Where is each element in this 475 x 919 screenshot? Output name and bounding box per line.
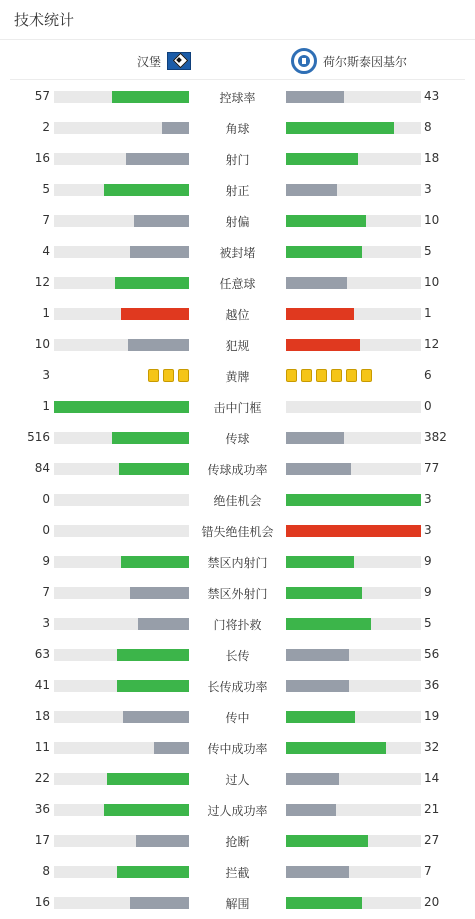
stat-label: 犯规	[225, 339, 250, 353]
home-stat-bar	[54, 556, 189, 568]
home-stat-bar	[54, 215, 189, 227]
yellow-card-icon	[331, 369, 342, 382]
stat-row	[0, 825, 475, 856]
stat-row	[0, 484, 475, 515]
home-team[interactable]	[137, 50, 191, 72]
stat-label: 门将扑救	[213, 618, 262, 632]
away-stat-bar	[286, 680, 421, 692]
home-stat-value: 17	[34, 833, 50, 847]
away-stat-bar-fill	[286, 153, 358, 165]
away-stat-bar	[286, 556, 421, 568]
home-stat-bar-fill	[112, 91, 189, 103]
home-stat-value: 7	[42, 213, 50, 227]
stat-row	[0, 267, 475, 298]
stat-row	[0, 236, 475, 267]
stat-row	[0, 453, 475, 484]
away-stat-value: 5	[424, 616, 432, 630]
away-stat-bar	[286, 711, 421, 723]
away-stat-value: 18	[424, 151, 440, 165]
home-stat-bar-fill	[162, 122, 189, 134]
home-stat-bar	[54, 308, 189, 320]
away-stat-value: 6	[424, 368, 432, 382]
away-stat-value: 77	[424, 461, 440, 475]
yellow-card-icon	[346, 369, 357, 382]
home-stat-value: 41	[34, 678, 50, 692]
home-team-name: 汉堡	[136, 54, 161, 69]
stat-row	[0, 763, 475, 794]
home-stat-value: 16	[34, 151, 50, 165]
home-stat-bar-fill	[123, 711, 189, 723]
home-stat-bar	[54, 618, 189, 630]
home-stat-bar-fill	[134, 215, 189, 227]
home-stat-bar-fill	[138, 618, 189, 630]
home-stat-bar-fill	[128, 339, 189, 351]
away-stat-value: 36	[424, 678, 440, 692]
home-stat-bar-fill	[154, 742, 189, 754]
home-stat-value: 516	[27, 430, 50, 444]
away-stat-bar-fill	[286, 804, 336, 816]
home-stat-value: 7	[42, 585, 50, 599]
home-stat-value: 9	[42, 554, 50, 568]
home-stat-bar	[54, 835, 189, 847]
stat-label: 控球率	[219, 91, 256, 105]
stat-label: 射门	[225, 153, 250, 167]
home-stat-bar	[54, 432, 189, 444]
stat-label: 绝佳机会	[213, 494, 262, 508]
stat-row	[0, 81, 475, 112]
away-stat-bar-fill	[286, 835, 368, 847]
away-stat-bar-fill	[286, 866, 349, 878]
away-stat-bar-fill	[286, 742, 386, 754]
stat-label: 射偏	[225, 215, 250, 229]
away-stat-value: 1	[424, 306, 432, 320]
away-stat-bar	[286, 587, 421, 599]
home-stat-bar-fill	[130, 246, 189, 258]
away-stat-bar-fill	[286, 525, 421, 537]
home-stat-bar	[54, 339, 189, 351]
away-stat-bar-fill	[286, 463, 351, 475]
stat-label: 传中	[225, 711, 250, 725]
home-stat-bar-fill	[117, 866, 189, 878]
home-stat-bar	[54, 773, 189, 785]
stat-row	[0, 298, 475, 329]
home-stat-value: 4	[42, 244, 50, 258]
home-stat-value: 5	[42, 182, 50, 196]
stat-label: 任意球	[219, 277, 256, 291]
home-stat-value: 12	[34, 275, 50, 289]
away-stat-value: 20	[424, 895, 440, 909]
away-stat-bar	[286, 122, 421, 134]
home-stat-value: 63	[34, 647, 50, 661]
away-stat-value: 14	[424, 771, 440, 785]
stat-label: 射正	[225, 184, 250, 198]
home-stat-bar-fill	[104, 804, 189, 816]
away-stat-bar-fill	[286, 897, 362, 909]
away-stat-bar	[286, 494, 421, 506]
away-stat-bar-fill	[286, 649, 349, 661]
stat-label: 传球	[225, 432, 250, 446]
home-stat-bar	[54, 649, 189, 661]
home-stat-bar-fill	[121, 308, 189, 320]
home-stat-bar	[54, 463, 189, 475]
away-stat-bar-fill	[286, 432, 344, 444]
home-stat-value: 11	[34, 740, 50, 754]
away-stat-bar	[286, 773, 421, 785]
home-stat-bar-fill	[117, 649, 189, 661]
stat-row	[0, 112, 475, 143]
away-stat-bar	[286, 463, 421, 475]
away-stat-bar	[286, 432, 421, 444]
away-stat-bar	[286, 649, 421, 661]
away-team-logo-icon	[291, 48, 317, 74]
home-team-logo-icon	[167, 52, 191, 70]
stat-label: 禁区外射门	[207, 587, 268, 601]
away-stat-value: 12	[424, 337, 440, 351]
yellow-card-icon	[286, 369, 297, 382]
yellow-card-icon	[316, 369, 327, 382]
stat-row	[0, 391, 475, 422]
home-stat-bar-fill	[54, 401, 189, 413]
home-stat-bar	[54, 680, 189, 692]
away-stat-bar	[286, 401, 421, 413]
home-stat-value: 3	[42, 368, 50, 382]
home-stat-value: 16	[34, 895, 50, 909]
away-stat-value: 27	[424, 833, 440, 847]
away-stat-value: 9	[424, 585, 432, 599]
away-stat-bar	[286, 153, 421, 165]
away-stat-bar	[286, 91, 421, 103]
teams-header	[10, 44, 465, 80]
home-stat-bar-fill	[130, 897, 189, 909]
away-stat-value: 382	[424, 430, 447, 444]
stat-row	[0, 143, 475, 174]
stat-label: 过人成功率	[207, 804, 268, 818]
away-stat-bar	[286, 866, 421, 878]
stat-row	[0, 670, 475, 701]
away-stat-value: 10	[424, 213, 440, 227]
away-stat-value: 56	[424, 647, 440, 661]
away-stat-bar-fill	[286, 339, 360, 351]
away-stat-bar	[286, 339, 421, 351]
away-stat-value: 32	[424, 740, 440, 754]
home-stat-bar	[54, 587, 189, 599]
away-stat-bar-fill	[286, 308, 354, 320]
stat-label: 长传成功率	[207, 680, 268, 694]
stat-label: 禁区内射门	[207, 556, 268, 570]
stat-row	[0, 205, 475, 236]
home-stat-bar	[54, 866, 189, 878]
away-stat-value: 8	[424, 120, 432, 134]
away-stat-bar-fill	[286, 494, 421, 506]
away-stat-bar	[286, 804, 421, 816]
stat-label: 黄牌	[225, 370, 250, 384]
away-yellow-cards	[286, 369, 372, 382]
stat-label: 解围	[225, 897, 250, 911]
stat-label: 传中成功率	[207, 742, 268, 756]
home-stat-value: 2	[42, 120, 50, 134]
stat-label: 击中门框	[213, 401, 262, 415]
away-stat-bar-fill	[286, 122, 394, 134]
away-stat-value: 3	[424, 182, 432, 196]
home-stat-value: 8	[42, 864, 50, 878]
away-stat-bar	[286, 835, 421, 847]
yellow-card-icon	[361, 369, 372, 382]
home-stat-bar	[54, 153, 189, 165]
home-stat-value: 57	[34, 89, 50, 103]
home-stat-bar	[54, 277, 189, 289]
stat-label: 传球成功率	[207, 463, 268, 477]
away-stat-bar	[286, 618, 421, 630]
away-stat-value: 9	[424, 554, 432, 568]
home-stat-value: 22	[34, 771, 50, 785]
home-stat-value: 1	[42, 399, 50, 413]
home-stat-bar	[54, 401, 189, 413]
away-stat-value: 5	[424, 244, 432, 258]
away-stat-bar-fill	[286, 184, 337, 196]
stat-row	[0, 577, 475, 608]
away-stat-bar	[286, 525, 421, 537]
away-stat-value: 10	[424, 275, 440, 289]
home-stat-bar	[54, 122, 189, 134]
stat-label: 过人	[225, 773, 250, 787]
home-stat-bar-fill	[115, 277, 189, 289]
home-stat-bar-fill	[107, 773, 189, 785]
away-stat-bar-fill	[286, 556, 354, 568]
home-stat-bar-fill	[126, 153, 189, 165]
home-stat-bar-fill	[119, 463, 189, 475]
stat-label: 角球	[225, 122, 250, 136]
stat-row	[0, 701, 475, 732]
stat-row	[0, 794, 475, 825]
stat-row	[0, 329, 475, 360]
home-stat-bar	[54, 246, 189, 258]
stat-row	[0, 887, 475, 918]
away-stat-bar	[286, 742, 421, 754]
home-stat-bar-fill	[130, 587, 189, 599]
stat-label: 错失绝佳机会	[201, 525, 274, 539]
stat-label: 抢断	[225, 835, 250, 849]
away-stat-bar-fill	[286, 680, 349, 692]
away-stat-bar	[286, 246, 421, 258]
home-stat-bar	[54, 184, 189, 196]
away-stat-bar	[286, 184, 421, 196]
home-stat-bar-fill	[112, 432, 189, 444]
home-stat-bar-fill	[121, 556, 189, 568]
stat-label: 越位	[225, 308, 250, 322]
home-stat-bar	[54, 494, 189, 506]
stat-row	[0, 608, 475, 639]
home-stat-bar	[54, 742, 189, 754]
stat-row	[0, 422, 475, 453]
away-stat-bar	[286, 897, 421, 909]
home-stat-bar	[54, 91, 189, 103]
home-stat-bar-fill	[117, 680, 189, 692]
away-team-name: 荷尔斯泰因基尔	[323, 54, 408, 69]
stat-row	[0, 515, 475, 546]
home-stat-value: 3	[42, 616, 50, 630]
home-stat-bar	[54, 897, 189, 909]
away-stat-bar	[286, 277, 421, 289]
home-stat-value: 0	[42, 492, 50, 506]
away-stat-bar	[286, 308, 421, 320]
yellow-card-icon	[148, 369, 159, 382]
away-stat-bar-fill	[286, 215, 366, 227]
home-stat-bar-fill	[104, 184, 189, 196]
home-stat-value: 18	[34, 709, 50, 723]
away-stat-bar-fill	[286, 711, 355, 723]
section-title: 技术统计	[14, 11, 75, 29]
stat-row	[0, 360, 475, 391]
home-yellow-cards	[148, 369, 189, 382]
home-stat-bar	[54, 525, 189, 537]
away-stat-bar-fill	[286, 773, 339, 785]
stat-row	[0, 546, 475, 577]
section-header	[0, 0, 475, 40]
away-stat-bar	[286, 215, 421, 227]
away-stat-bar-fill	[286, 246, 362, 258]
stat-label: 长传	[225, 649, 250, 663]
yellow-card-icon	[163, 369, 174, 382]
away-stat-value: 3	[424, 523, 432, 537]
yellow-card-icon	[301, 369, 312, 382]
home-stat-value: 84	[34, 461, 50, 475]
away-stat-bar-fill	[286, 618, 371, 630]
home-stat-value: 36	[34, 802, 50, 816]
home-stat-bar	[54, 804, 189, 816]
stat-row	[0, 639, 475, 670]
away-stat-value: 0	[424, 399, 432, 413]
away-team[interactable]	[291, 48, 407, 74]
stat-label: 拦截	[225, 866, 250, 880]
away-stat-bar-fill	[286, 91, 344, 103]
stat-row	[0, 174, 475, 205]
away-stat-value: 7	[424, 864, 432, 878]
stat-label: 被封堵	[219, 246, 256, 260]
stat-row	[0, 732, 475, 763]
stats-list	[0, 81, 475, 918]
away-stat-value: 19	[424, 709, 440, 723]
stat-row	[0, 856, 475, 887]
home-stat-value: 1	[42, 306, 50, 320]
away-stat-bar-fill	[286, 587, 362, 599]
away-stat-value: 3	[424, 492, 432, 506]
home-stat-value: 10	[34, 337, 50, 351]
away-stat-value: 43	[424, 89, 440, 103]
home-stat-value: 0	[42, 523, 50, 537]
away-stat-bar-fill	[286, 277, 347, 289]
home-stat-bar-fill	[136, 835, 189, 847]
away-stat-value: 21	[424, 802, 440, 816]
home-stat-bar	[54, 711, 189, 723]
yellow-card-icon	[178, 369, 189, 382]
